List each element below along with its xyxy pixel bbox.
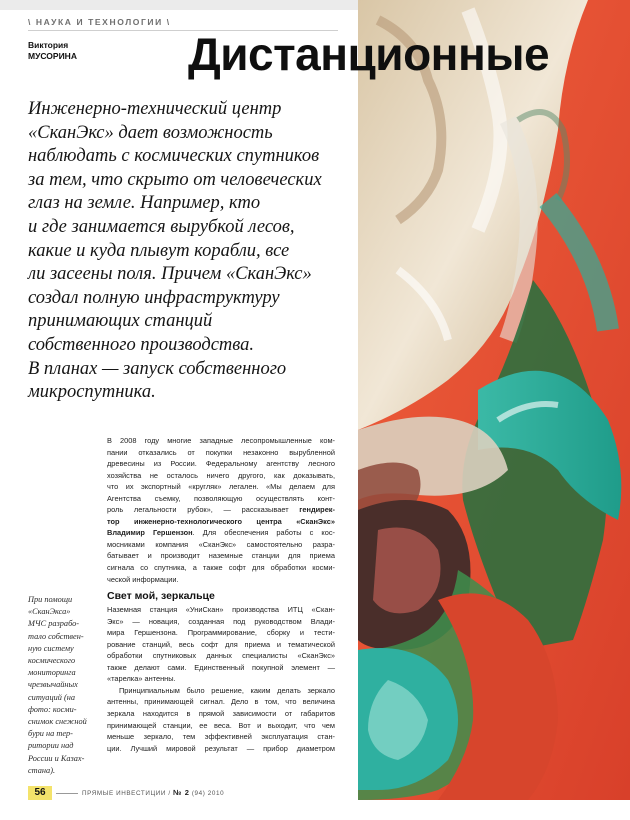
footer-magazine — [82, 788, 224, 797]
body-line: принимающей станции, ее веса. Вот и выходит, что чем — [107, 720, 335, 730]
body-line-with-bold — [107, 527, 335, 539]
issue-number: № 2 — [173, 788, 190, 797]
caption-line: чрезвычайных — [28, 680, 78, 690]
subheading: Свет мой, зеркальце — [107, 590, 215, 603]
author-last-name: МУСОРИНА — [28, 51, 77, 61]
photo-caption — [28, 594, 96, 777]
body-bold-text: гендирек- — [299, 505, 335, 515]
body-line: мира Гершензона. Программирование, сборку и тести- — [107, 628, 335, 638]
caption-line: МЧС разрабо- — [28, 619, 80, 629]
caption-line: снимок снежной — [28, 717, 87, 727]
lead-line: микроспутника. — [28, 382, 156, 403]
body-line: В 2008 году многие западные лесопромышленные ком- — [107, 436, 335, 445]
lead-line: создал полную инфраструктуру — [28, 287, 280, 308]
body-line: Принципиальным было решение, каким делать зеркало — [119, 685, 335, 695]
lead-line: наблюдать с космических спутников — [28, 146, 320, 167]
caption-line: космического — [28, 656, 76, 666]
body-line: меньше зеркало, тем эффективней эксплуатация стан- — [107, 732, 335, 742]
lead-line: какие и куда плывут корабли, все — [28, 240, 290, 261]
body-bold-line — [107, 516, 335, 528]
body-line-with-bold — [107, 504, 335, 516]
lead-line: и где занимается вырубкой лесов, — [28, 216, 295, 237]
body-column — [107, 435, 335, 754]
person-name: Владимир Гершензон — [107, 528, 193, 538]
body-line: Агентства съемку, позволяющую осуществлять конт- — [107, 493, 335, 503]
body-line: антенны, принимающей сигнал. Дело в том, что величина — [107, 697, 335, 707]
caption-line: ситуаций (на — [28, 692, 75, 702]
caption-line: мониторинга — [28, 668, 76, 678]
body-line: мосниками компания «СканЭкс» самостоятельно разра- — [107, 539, 335, 549]
page-number: 56 — [28, 786, 52, 800]
footer-rule — [56, 793, 78, 794]
author-byline — [28, 40, 138, 62]
caption-line: ритории над — [28, 741, 74, 751]
article-title: Дистанционные — [188, 28, 550, 80]
issue-year: (94) 2010 — [189, 790, 225, 797]
lead-line: за тем, что скрыто от человеческих — [28, 169, 322, 190]
caption-line: фото: косми- — [28, 704, 77, 714]
body-line: «тарелка» антенны. — [107, 674, 176, 684]
body-line: пании отказались от покупки незаконно вырубленной — [107, 447, 335, 457]
caption-line: стана). — [28, 765, 56, 775]
lead-line: глаз на земле. Например, кто — [28, 193, 261, 214]
lead-line: собственного производства. — [28, 334, 255, 355]
body-line: батывает и производит наземные станции для приема — [107, 551, 335, 561]
body-line: Экс» — новация, созданная под руководством Влади- — [107, 616, 335, 626]
satellite-image-graphic — [358, 0, 630, 800]
body-text: роль легальности рубок», — рассказывает — [107, 505, 289, 515]
caption-line: ную систему — [28, 643, 74, 653]
body-line: обработки спутниковых данных специалисты «СканЭкс» — [107, 651, 335, 661]
body-bold-text: тор инженерно-технологического центра «СканЭкс» — [107, 516, 335, 526]
lead-line: Инженерно-технический центр — [28, 99, 282, 119]
body-line: сигнала со спутника, а также софт для обработки косми- — [107, 563, 335, 573]
caption-line: бури на тер- — [28, 729, 73, 739]
body-line: зеркала находится в прямой зависимости от габаритов — [107, 709, 335, 719]
satellite-image — [358, 0, 630, 800]
author-first-name: Виктория — [28, 40, 69, 50]
caption-line: тало собствен- — [28, 631, 84, 641]
lead-line: ли засеены поля. Причем «СканЭкс» — [28, 264, 312, 285]
lead-line: В планах — запуск собственного — [28, 358, 287, 379]
caption-line: «СканЭкса» — [28, 607, 71, 617]
section-header: \ НАУКА И ТЕХНОЛОГИИ \ — [28, 17, 171, 27]
caption-line: России и Казах- — [28, 753, 85, 763]
body-line: рование станций, весь софт для приема и тематической — [107, 639, 335, 649]
body-line: ческой информации. — [107, 574, 179, 584]
caption-line: При помощи — [28, 595, 73, 604]
body-line: хозяйства не осталось ничего другого, как доказывать, — [107, 470, 335, 480]
magazine-name: ПРЯМЫЕ ИНВЕСТИЦИИ / — [82, 790, 174, 797]
body-text: . Для обеспечения работы с кос- — [192, 528, 335, 538]
body-line: Наземная станция «УниСкан» производства ИТЦ «Скан- — [107, 605, 335, 615]
lead-paragraph — [28, 98, 358, 405]
body-line: древесины из России. Федеральному агентству лесного — [107, 459, 335, 469]
body-line: ции. Лучший мировой результат — прибор диаметром — [107, 743, 335, 753]
lead-line: «СканЭкс» дает возможность — [28, 122, 273, 143]
lead-line: принимающих станций — [28, 311, 213, 332]
body-line: также делают сами. Единственный покупной элемент — — [107, 662, 335, 672]
body-line: что их экспортный «кругляк» легален. «Мы делаем для — [107, 482, 335, 492]
